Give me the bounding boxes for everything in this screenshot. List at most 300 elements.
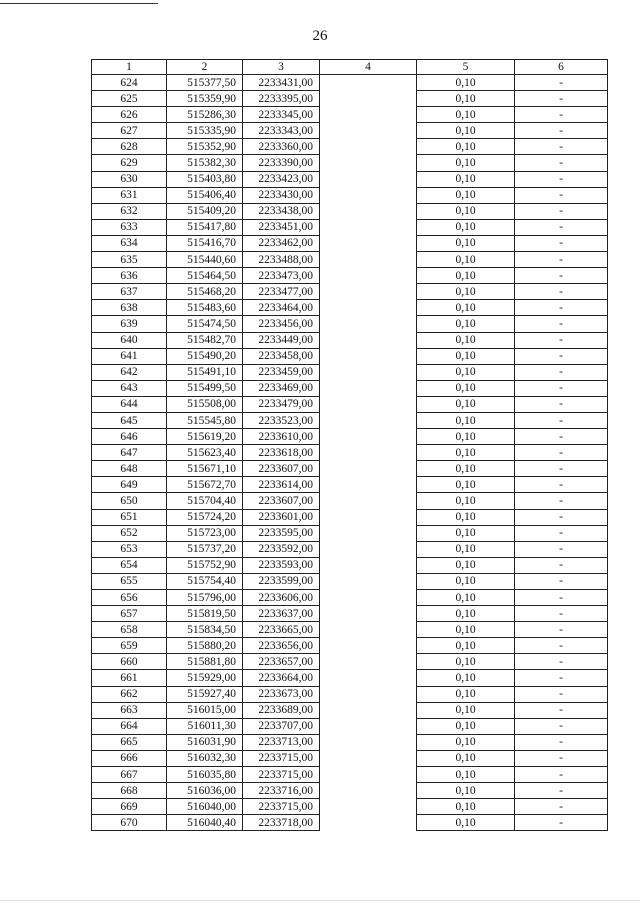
x-coordinate-cell: 515382,30 bbox=[167, 155, 243, 171]
accuracy-cell: 0,10 bbox=[417, 525, 515, 541]
point-number-cell: 660 bbox=[92, 654, 167, 670]
table-row bbox=[92, 718, 608, 734]
y-coordinate-cell: 2233715,00 bbox=[243, 799, 320, 815]
note-cell bbox=[320, 187, 417, 203]
accuracy-cell: 0,10 bbox=[417, 606, 515, 622]
table-row bbox=[92, 477, 608, 493]
note-cell bbox=[320, 219, 417, 235]
accuracy-cell: 0,10 bbox=[417, 670, 515, 686]
y-coordinate-cell: 2233599,00 bbox=[243, 573, 320, 589]
accuracy-cell: 0,10 bbox=[417, 799, 515, 815]
accuracy-cell: 0,10 bbox=[417, 557, 515, 573]
remark-cell: - bbox=[515, 284, 608, 300]
accuracy-cell: 0,10 bbox=[417, 203, 515, 219]
y-coordinate-cell: 2233343,00 bbox=[243, 123, 320, 139]
remark-cell: - bbox=[515, 493, 608, 509]
note-cell bbox=[320, 590, 417, 606]
point-number-cell: 643 bbox=[92, 380, 167, 396]
remark-cell: - bbox=[515, 187, 608, 203]
point-number-cell: 647 bbox=[92, 445, 167, 461]
remark-cell: - bbox=[515, 219, 608, 235]
x-coordinate-cell: 515619,20 bbox=[167, 429, 243, 445]
note-cell bbox=[320, 541, 417, 557]
table-row bbox=[92, 606, 608, 622]
point-number-cell: 659 bbox=[92, 638, 167, 654]
remark-cell: - bbox=[515, 557, 608, 573]
x-coordinate-cell: 515672,70 bbox=[167, 477, 243, 493]
accuracy-cell: 0,10 bbox=[417, 654, 515, 670]
remark-cell: - bbox=[515, 815, 608, 831]
y-coordinate-cell: 2233673,00 bbox=[243, 686, 320, 702]
remark-cell: - bbox=[515, 75, 608, 91]
table-row bbox=[92, 573, 608, 589]
x-coordinate-cell: 515545,80 bbox=[167, 412, 243, 428]
accuracy-cell: 0,10 bbox=[417, 219, 515, 235]
table-row bbox=[92, 139, 608, 155]
remark-cell: - bbox=[515, 702, 608, 718]
x-coordinate-cell: 515491,10 bbox=[167, 364, 243, 380]
note-cell bbox=[320, 606, 417, 622]
point-number-cell: 632 bbox=[92, 203, 167, 219]
bottom-rule bbox=[0, 900, 640, 901]
x-coordinate-cell: 515377,50 bbox=[167, 75, 243, 91]
point-number-cell: 664 bbox=[92, 718, 167, 734]
x-coordinate-cell: 516032,30 bbox=[167, 750, 243, 766]
point-number-cell: 629 bbox=[92, 155, 167, 171]
y-coordinate-cell: 2233707,00 bbox=[243, 718, 320, 734]
point-number-cell: 634 bbox=[92, 235, 167, 251]
accuracy-cell: 0,10 bbox=[417, 187, 515, 203]
table-row bbox=[92, 107, 608, 123]
point-number-cell: 669 bbox=[92, 799, 167, 815]
y-coordinate-cell: 2233451,00 bbox=[243, 219, 320, 235]
note-cell bbox=[320, 364, 417, 380]
x-coordinate-cell: 515671,10 bbox=[167, 461, 243, 477]
accuracy-cell: 0,10 bbox=[417, 300, 515, 316]
note-cell bbox=[320, 734, 417, 750]
note-cell bbox=[320, 638, 417, 654]
y-coordinate-cell: 2233438,00 bbox=[243, 203, 320, 219]
note-cell bbox=[320, 235, 417, 251]
remark-cell: - bbox=[515, 332, 608, 348]
remark-cell: - bbox=[515, 235, 608, 251]
note-cell bbox=[320, 461, 417, 477]
x-coordinate-cell: 516011,30 bbox=[167, 718, 243, 734]
point-number-cell: 637 bbox=[92, 284, 167, 300]
note-cell bbox=[320, 493, 417, 509]
accuracy-cell: 0,10 bbox=[417, 396, 515, 412]
y-coordinate-cell: 2233423,00 bbox=[243, 171, 320, 187]
note-cell bbox=[320, 348, 417, 364]
point-number-cell: 633 bbox=[92, 219, 167, 235]
point-number-cell: 655 bbox=[92, 573, 167, 589]
note-cell bbox=[320, 767, 417, 783]
x-coordinate-cell: 515464,50 bbox=[167, 268, 243, 284]
remark-cell: - bbox=[515, 590, 608, 606]
note-cell bbox=[320, 412, 417, 428]
x-coordinate-cell: 515359,90 bbox=[167, 91, 243, 107]
x-coordinate-cell: 515483,60 bbox=[167, 300, 243, 316]
point-number-cell: 630 bbox=[92, 171, 167, 187]
x-coordinate-cell: 515416,70 bbox=[167, 235, 243, 251]
y-coordinate-cell: 2233610,00 bbox=[243, 429, 320, 445]
note-cell bbox=[320, 686, 417, 702]
y-coordinate-cell: 2233449,00 bbox=[243, 332, 320, 348]
table-row bbox=[92, 380, 608, 396]
note-cell bbox=[320, 171, 417, 187]
remark-cell: - bbox=[515, 654, 608, 670]
remark-cell: - bbox=[515, 364, 608, 380]
table-row bbox=[92, 461, 608, 477]
point-number-cell: 668 bbox=[92, 783, 167, 799]
note-cell bbox=[320, 252, 417, 268]
accuracy-cell: 0,10 bbox=[417, 139, 515, 155]
y-coordinate-cell: 2233657,00 bbox=[243, 654, 320, 670]
y-coordinate-cell: 2233614,00 bbox=[243, 477, 320, 493]
remark-cell: - bbox=[515, 783, 608, 799]
page-number: 26 bbox=[312, 28, 328, 44]
accuracy-cell: 0,10 bbox=[417, 638, 515, 654]
remark-cell: - bbox=[515, 525, 608, 541]
table-row bbox=[92, 670, 608, 686]
note-cell bbox=[320, 525, 417, 541]
x-coordinate-cell: 515724,20 bbox=[167, 509, 243, 525]
remark-cell: - bbox=[515, 268, 608, 284]
point-number-cell: 663 bbox=[92, 702, 167, 718]
table-row bbox=[92, 734, 608, 750]
y-coordinate-cell: 2233360,00 bbox=[243, 139, 320, 155]
accuracy-cell: 0,10 bbox=[417, 380, 515, 396]
note-cell bbox=[320, 300, 417, 316]
y-coordinate-cell: 2233473,00 bbox=[243, 268, 320, 284]
table-row bbox=[92, 75, 608, 91]
remark-cell: - bbox=[515, 300, 608, 316]
table-row bbox=[92, 429, 608, 445]
y-coordinate-cell: 2233464,00 bbox=[243, 300, 320, 316]
point-number-cell: 666 bbox=[92, 750, 167, 766]
point-number-cell: 652 bbox=[92, 525, 167, 541]
note-cell bbox=[320, 91, 417, 107]
remark-cell: - bbox=[515, 412, 608, 428]
accuracy-cell: 0,10 bbox=[417, 252, 515, 268]
remark-cell: - bbox=[515, 155, 608, 171]
note-cell bbox=[320, 268, 417, 284]
table-row bbox=[92, 332, 608, 348]
table-body bbox=[92, 75, 608, 831]
y-coordinate-cell: 2233462,00 bbox=[243, 235, 320, 251]
accuracy-cell: 0,10 bbox=[417, 702, 515, 718]
table-row bbox=[92, 123, 608, 139]
point-number-cell: 631 bbox=[92, 187, 167, 203]
point-number-cell: 662 bbox=[92, 686, 167, 702]
table-row bbox=[92, 638, 608, 654]
y-coordinate-cell: 2233395,00 bbox=[243, 91, 320, 107]
y-coordinate-cell: 2233345,00 bbox=[243, 107, 320, 123]
table-row bbox=[92, 509, 608, 525]
column-header: 6 bbox=[515, 60, 608, 75]
x-coordinate-cell: 516031,90 bbox=[167, 734, 243, 750]
table-row bbox=[92, 702, 608, 718]
point-number-cell: 651 bbox=[92, 509, 167, 525]
y-coordinate-cell: 2233665,00 bbox=[243, 622, 320, 638]
accuracy-cell: 0,10 bbox=[417, 107, 515, 123]
note-cell bbox=[320, 380, 417, 396]
y-coordinate-cell: 2233637,00 bbox=[243, 606, 320, 622]
remark-cell: - bbox=[515, 123, 608, 139]
accuracy-cell: 0,10 bbox=[417, 235, 515, 251]
x-coordinate-cell: 515468,20 bbox=[167, 284, 243, 300]
accuracy-cell: 0,10 bbox=[417, 477, 515, 493]
remark-cell: - bbox=[515, 348, 608, 364]
x-coordinate-cell: 515881,80 bbox=[167, 654, 243, 670]
table-row bbox=[92, 91, 608, 107]
remark-cell: - bbox=[515, 509, 608, 525]
table-row bbox=[92, 590, 608, 606]
accuracy-cell: 0,10 bbox=[417, 171, 515, 187]
accuracy-cell: 0,10 bbox=[417, 123, 515, 139]
x-coordinate-cell: 515737,20 bbox=[167, 541, 243, 557]
y-coordinate-cell: 2233607,00 bbox=[243, 493, 320, 509]
accuracy-cell: 0,10 bbox=[417, 364, 515, 380]
table-row bbox=[92, 316, 608, 332]
point-number-cell: 640 bbox=[92, 332, 167, 348]
x-coordinate-cell: 515440,60 bbox=[167, 252, 243, 268]
table-row bbox=[92, 799, 608, 815]
point-number-cell: 661 bbox=[92, 670, 167, 686]
accuracy-cell: 0,10 bbox=[417, 445, 515, 461]
y-coordinate-cell: 2233593,00 bbox=[243, 557, 320, 573]
accuracy-cell: 0,10 bbox=[417, 750, 515, 766]
note-cell bbox=[320, 718, 417, 734]
note-cell bbox=[320, 799, 417, 815]
y-coordinate-cell: 2233477,00 bbox=[243, 284, 320, 300]
x-coordinate-cell: 515704,40 bbox=[167, 493, 243, 509]
note-cell bbox=[320, 702, 417, 718]
y-coordinate-cell: 2233606,00 bbox=[243, 590, 320, 606]
remark-cell: - bbox=[515, 718, 608, 734]
accuracy-cell: 0,10 bbox=[417, 686, 515, 702]
y-coordinate-cell: 2233595,00 bbox=[243, 525, 320, 541]
x-coordinate-cell: 515754,40 bbox=[167, 573, 243, 589]
y-coordinate-cell: 2233689,00 bbox=[243, 702, 320, 718]
table-row bbox=[92, 783, 608, 799]
table-row bbox=[92, 622, 608, 638]
accuracy-cell: 0,10 bbox=[417, 509, 515, 525]
remark-cell: - bbox=[515, 573, 608, 589]
accuracy-cell: 0,10 bbox=[417, 284, 515, 300]
y-coordinate-cell: 2233459,00 bbox=[243, 364, 320, 380]
point-number-cell: 645 bbox=[92, 412, 167, 428]
y-coordinate-cell: 2233713,00 bbox=[243, 734, 320, 750]
column-header: 3 bbox=[243, 60, 320, 75]
x-coordinate-cell: 516040,00 bbox=[167, 799, 243, 815]
point-number-cell: 636 bbox=[92, 268, 167, 284]
note-cell bbox=[320, 573, 417, 589]
note-cell bbox=[320, 622, 417, 638]
x-coordinate-cell: 515880,20 bbox=[167, 638, 243, 654]
remark-cell: - bbox=[515, 686, 608, 702]
note-cell bbox=[320, 107, 417, 123]
y-coordinate-cell: 2233715,00 bbox=[243, 767, 320, 783]
point-number-cell: 646 bbox=[92, 429, 167, 445]
point-number-cell: 625 bbox=[92, 91, 167, 107]
point-number-cell: 641 bbox=[92, 348, 167, 364]
column-header: 2 bbox=[167, 60, 243, 75]
x-coordinate-cell: 515406,40 bbox=[167, 187, 243, 203]
x-coordinate-cell: 515623,40 bbox=[167, 445, 243, 461]
accuracy-cell: 0,10 bbox=[417, 718, 515, 734]
remark-cell: - bbox=[515, 606, 608, 622]
accuracy-cell: 0,10 bbox=[417, 429, 515, 445]
note-cell bbox=[320, 75, 417, 91]
remark-cell: - bbox=[515, 380, 608, 396]
table-row bbox=[92, 235, 608, 251]
point-number-cell: 628 bbox=[92, 139, 167, 155]
accuracy-cell: 0,10 bbox=[417, 622, 515, 638]
point-number-cell: 635 bbox=[92, 252, 167, 268]
y-coordinate-cell: 2233430,00 bbox=[243, 187, 320, 203]
note-cell bbox=[320, 284, 417, 300]
table-row bbox=[92, 525, 608, 541]
accuracy-cell: 0,10 bbox=[417, 316, 515, 332]
accuracy-cell: 0,10 bbox=[417, 767, 515, 783]
x-coordinate-cell: 515490,20 bbox=[167, 348, 243, 364]
x-coordinate-cell: 515929,00 bbox=[167, 670, 243, 686]
y-coordinate-cell: 2233431,00 bbox=[243, 75, 320, 91]
note-cell bbox=[320, 509, 417, 525]
accuracy-cell: 0,10 bbox=[417, 734, 515, 750]
x-coordinate-cell: 516040,40 bbox=[167, 815, 243, 831]
remark-cell: - bbox=[515, 396, 608, 412]
point-number-cell: 627 bbox=[92, 123, 167, 139]
remark-cell: - bbox=[515, 799, 608, 815]
x-coordinate-cell: 515409,20 bbox=[167, 203, 243, 219]
point-number-cell: 667 bbox=[92, 767, 167, 783]
y-coordinate-cell: 2233664,00 bbox=[243, 670, 320, 686]
x-coordinate-cell: 515796,00 bbox=[167, 590, 243, 606]
point-number-cell: 639 bbox=[92, 316, 167, 332]
table-row bbox=[92, 219, 608, 235]
remark-cell: - bbox=[515, 252, 608, 268]
remark-cell: - bbox=[515, 139, 608, 155]
table-row bbox=[92, 364, 608, 380]
note-cell bbox=[320, 396, 417, 412]
point-number-cell: 656 bbox=[92, 590, 167, 606]
note-cell bbox=[320, 155, 417, 171]
column-header: 5 bbox=[417, 60, 515, 75]
y-coordinate-cell: 2233592,00 bbox=[243, 541, 320, 557]
x-coordinate-cell: 515752,90 bbox=[167, 557, 243, 573]
table-row bbox=[92, 767, 608, 783]
note-cell bbox=[320, 445, 417, 461]
point-number-cell: 649 bbox=[92, 477, 167, 493]
remark-cell: - bbox=[515, 203, 608, 219]
x-coordinate-cell: 515927,40 bbox=[167, 686, 243, 702]
remark-cell: - bbox=[515, 767, 608, 783]
note-cell bbox=[320, 783, 417, 799]
x-coordinate-cell: 516015,00 bbox=[167, 702, 243, 718]
note-cell bbox=[320, 557, 417, 573]
table-row bbox=[92, 268, 608, 284]
y-coordinate-cell: 2233716,00 bbox=[243, 783, 320, 799]
table-row bbox=[92, 445, 608, 461]
y-coordinate-cell: 2233479,00 bbox=[243, 396, 320, 412]
table-row bbox=[92, 541, 608, 557]
note-cell bbox=[320, 429, 417, 445]
x-coordinate-cell: 515834,50 bbox=[167, 622, 243, 638]
point-number-cell: 648 bbox=[92, 461, 167, 477]
accuracy-cell: 0,10 bbox=[417, 783, 515, 799]
remark-cell: - bbox=[515, 670, 608, 686]
y-coordinate-cell: 2233618,00 bbox=[243, 445, 320, 461]
remark-cell: - bbox=[515, 445, 608, 461]
y-coordinate-cell: 2233456,00 bbox=[243, 316, 320, 332]
note-cell bbox=[320, 123, 417, 139]
table-row bbox=[92, 284, 608, 300]
table-row bbox=[92, 348, 608, 364]
point-number-cell: 626 bbox=[92, 107, 167, 123]
point-number-cell: 665 bbox=[92, 734, 167, 750]
x-coordinate-cell: 515417,80 bbox=[167, 219, 243, 235]
y-coordinate-cell: 2233523,00 bbox=[243, 412, 320, 428]
table-row bbox=[92, 171, 608, 187]
note-cell bbox=[320, 139, 417, 155]
note-cell bbox=[320, 654, 417, 670]
x-coordinate-cell: 516036,00 bbox=[167, 783, 243, 799]
accuracy-cell: 0,10 bbox=[417, 590, 515, 606]
x-coordinate-cell: 515499,50 bbox=[167, 380, 243, 396]
remark-cell: - bbox=[515, 622, 608, 638]
table-row bbox=[92, 815, 608, 831]
table-row bbox=[92, 557, 608, 573]
point-number-cell: 650 bbox=[92, 493, 167, 509]
accuracy-cell: 0,10 bbox=[417, 493, 515, 509]
column-header: 1 bbox=[92, 60, 167, 75]
y-coordinate-cell: 2233488,00 bbox=[243, 252, 320, 268]
remark-cell: - bbox=[515, 171, 608, 187]
x-coordinate-cell: 515474,50 bbox=[167, 316, 243, 332]
accuracy-cell: 0,10 bbox=[417, 268, 515, 284]
note-cell bbox=[320, 670, 417, 686]
point-number-cell: 644 bbox=[92, 396, 167, 412]
x-coordinate-cell: 515482,70 bbox=[167, 332, 243, 348]
table-row bbox=[92, 750, 608, 766]
y-coordinate-cell: 2233718,00 bbox=[243, 815, 320, 831]
top-rule bbox=[0, 3, 158, 4]
remark-cell: - bbox=[515, 91, 608, 107]
point-number-cell: 642 bbox=[92, 364, 167, 380]
note-cell bbox=[320, 332, 417, 348]
accuracy-cell: 0,10 bbox=[417, 541, 515, 557]
note-cell bbox=[320, 203, 417, 219]
x-coordinate-cell: 515286,30 bbox=[167, 107, 243, 123]
x-coordinate-cell: 515335,90 bbox=[167, 123, 243, 139]
accuracy-cell: 0,10 bbox=[417, 155, 515, 171]
remark-cell: - bbox=[515, 107, 608, 123]
note-cell bbox=[320, 316, 417, 332]
x-coordinate-cell: 515723,00 bbox=[167, 525, 243, 541]
accuracy-cell: 0,10 bbox=[417, 461, 515, 477]
column-header: 4 bbox=[320, 60, 417, 75]
coordinates-table bbox=[91, 59, 608, 831]
accuracy-cell: 0,10 bbox=[417, 412, 515, 428]
note-cell bbox=[320, 815, 417, 831]
point-number-cell: 653 bbox=[92, 541, 167, 557]
table-row bbox=[92, 203, 608, 219]
remark-cell: - bbox=[515, 429, 608, 445]
y-coordinate-cell: 2233607,00 bbox=[243, 461, 320, 477]
point-number-cell: 658 bbox=[92, 622, 167, 638]
